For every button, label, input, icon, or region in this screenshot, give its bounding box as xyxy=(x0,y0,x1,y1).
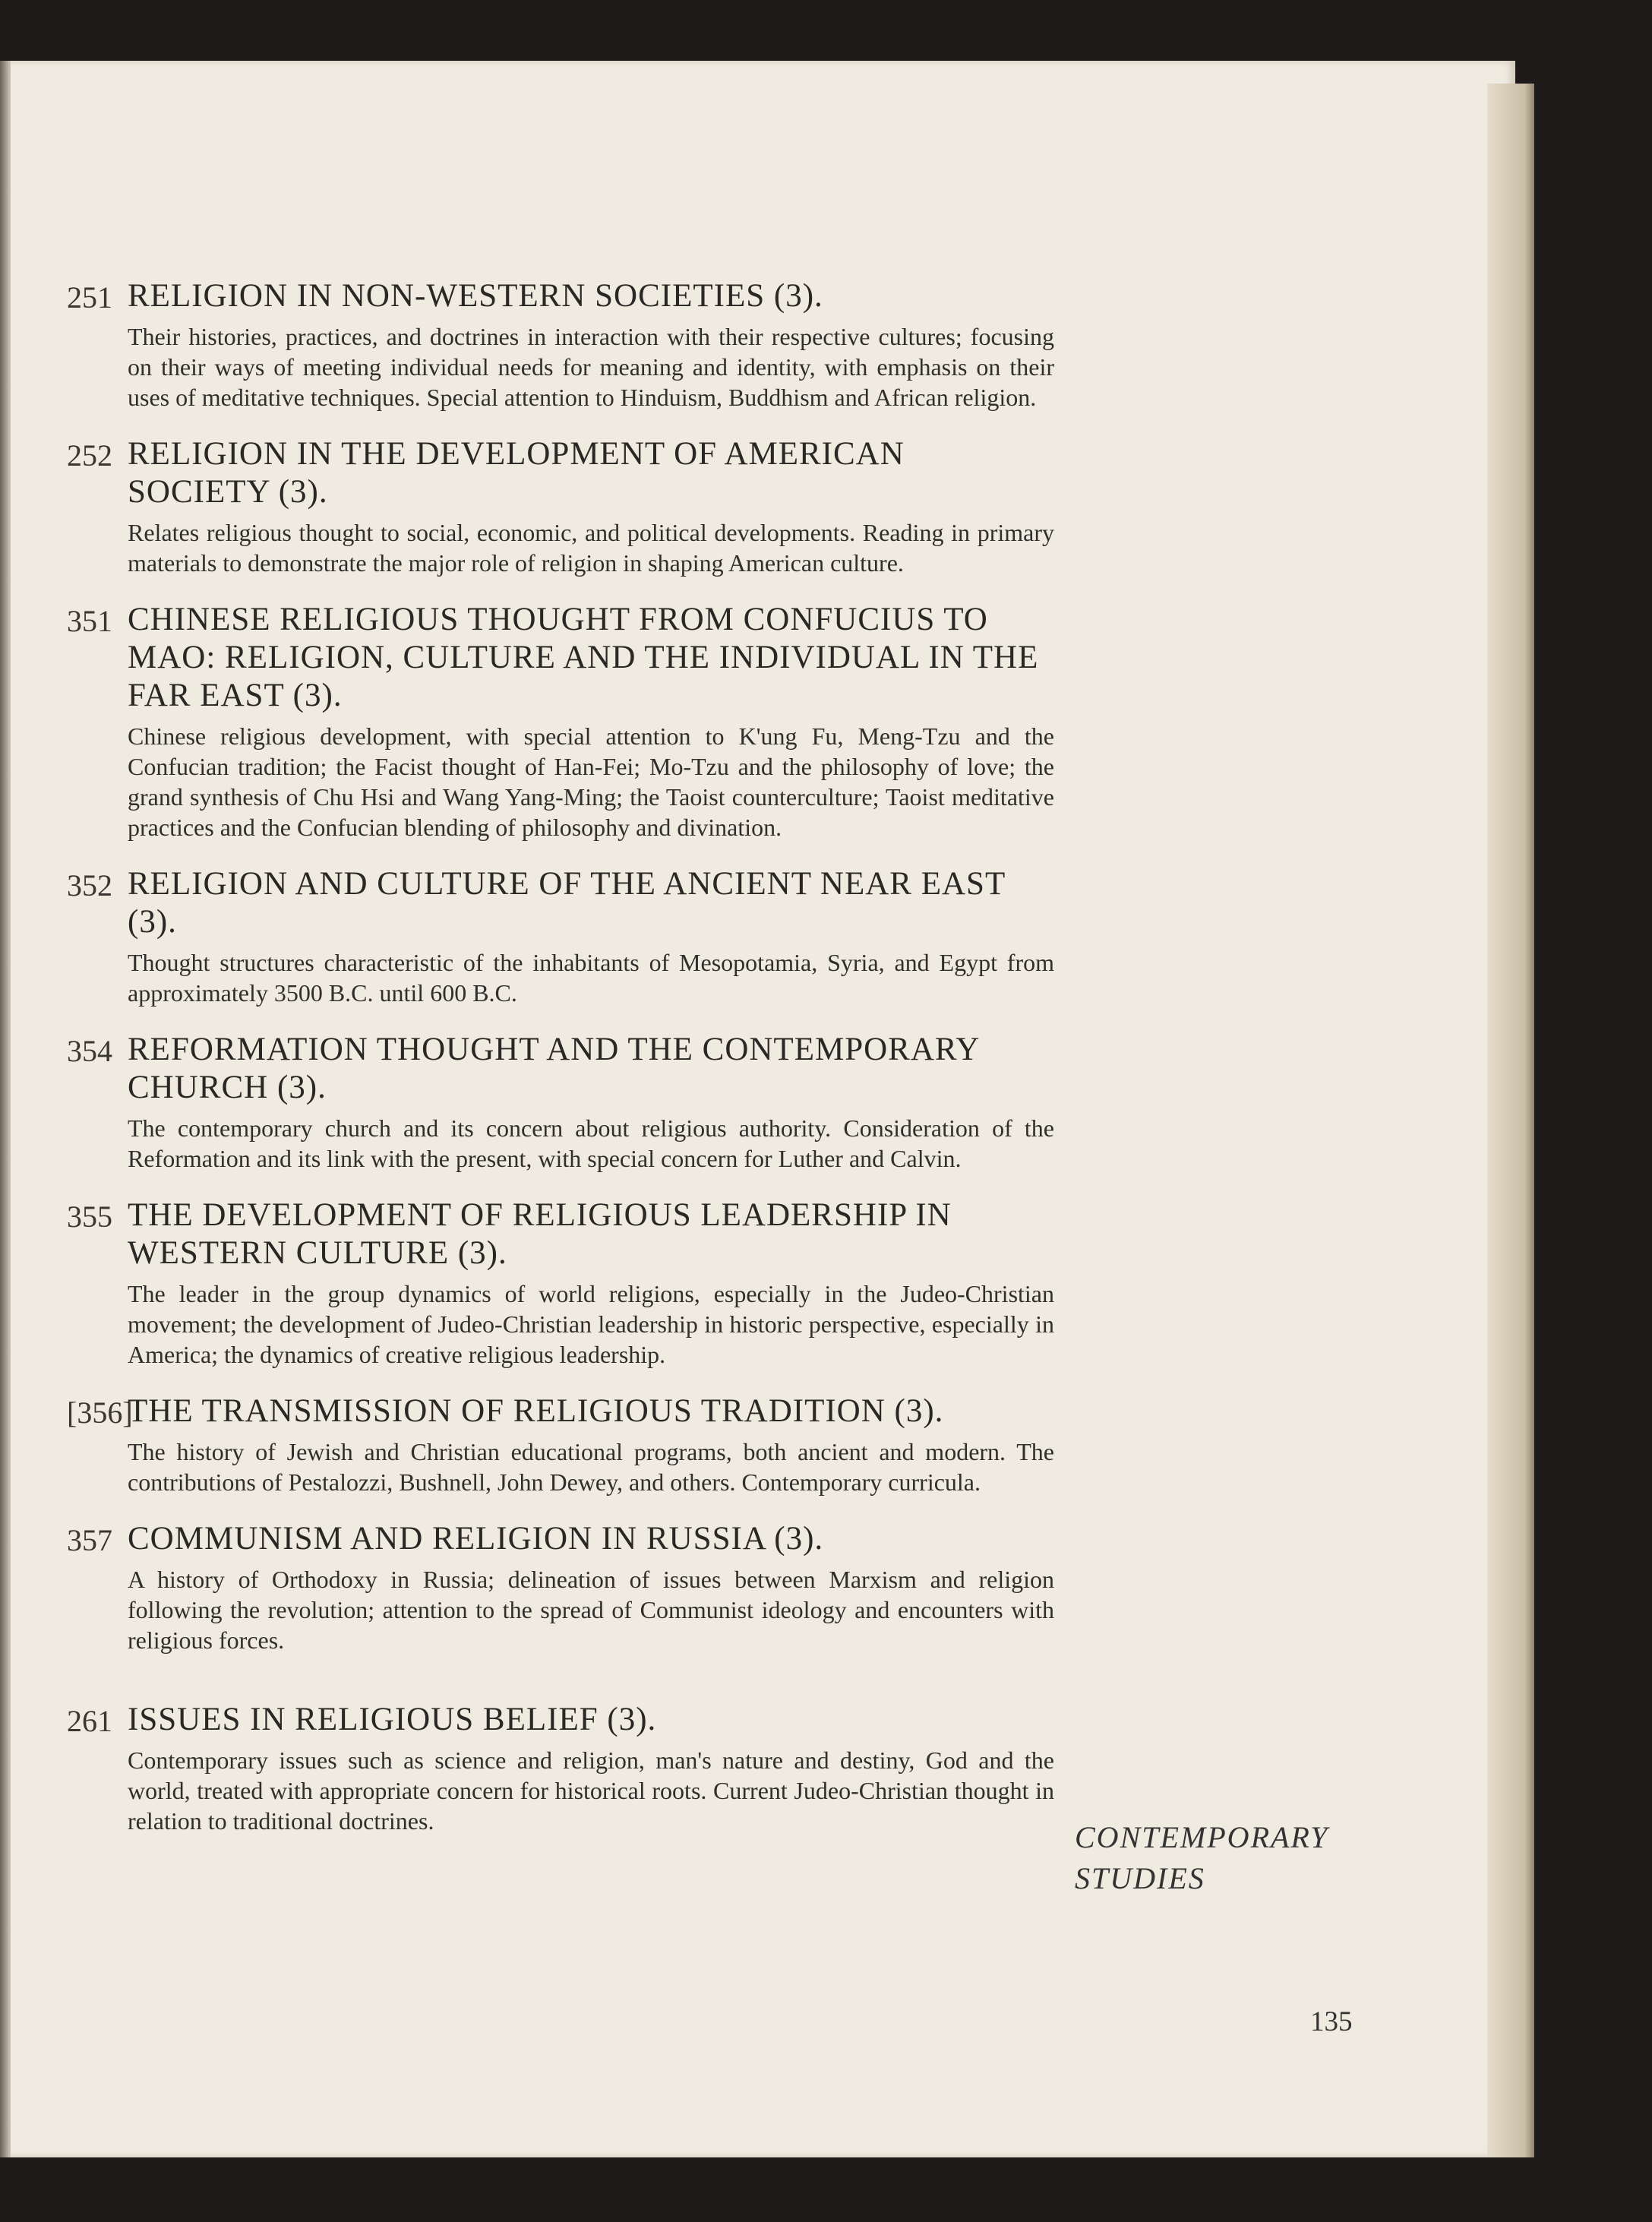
course-entry xyxy=(67,1392,1054,1497)
section-heading xyxy=(1075,1817,1348,1899)
course-description: The leader in the group dynamics of world religions, especially in the Judeo-Christian movement; the development of Judeo-Christian leadership in historic perspective, especially in America; the dynamics of creative religious leadership. xyxy=(128,1280,1054,1368)
course-entry xyxy=(67,1520,1054,1655)
course-entry xyxy=(67,277,1054,412)
course-number: 357 xyxy=(67,1523,112,1557)
course-number: 351 xyxy=(67,604,112,638)
section-heading-line: STUDIES xyxy=(1075,1861,1205,1895)
course-number: 261 xyxy=(67,1704,112,1738)
course-title: COMMUNISM AND RELIGION IN RUSSIA (3). xyxy=(128,1521,824,1557)
course-entry xyxy=(67,435,1054,578)
course-number: 251 xyxy=(67,280,112,314)
course-description: Contemporary issues such as science and religion, man's nature and destiny, God and the world, treated with appropriate concern for historical roots. Current Judeo-Christian thought in relation to traditional doctrines. xyxy=(128,1746,1054,1835)
course-title: CHINESE RELIGIOUS THOUGHT FROM CONFUCIUS TO MAO: RELIGION, CULTURE AND THE INDIVIDUAL IN THE FAR EAST (3). xyxy=(128,602,1039,713)
course-title: RELIGION AND CULTURE OF THE ANCIENT NEAR EAST (3). xyxy=(128,866,1006,940)
course-title: THE TRANSMISSION OF RELIGIOUS TRADITION (3). xyxy=(128,1393,944,1429)
course-number: 355 xyxy=(67,1200,112,1234)
course-description: Thought structures characteristic of the inhabitants of Mesopotamia, Syria, and Egypt from approximately 3500 B.C. until 600 B.C. xyxy=(128,949,1054,1007)
course-description: Chinese religious development, with special attention to K'ung Fu, Meng-Tzu and the Confucian tradition; the Facist thought of Han-Fei; Mo-Tzu and the philosophy of love; the grand synthesis of Chu Hsi and Wang Yang-Ming; the Taoist counterculture; Taoist meditative practices and the Confucian blending of philosophy and divination. xyxy=(128,722,1054,841)
course-title: ISSUES IN RELIGIOUS BELIEF (3). xyxy=(128,1702,657,1737)
section-gap xyxy=(67,1678,1054,1701)
section-heading-line: CONTEMPORARY xyxy=(1075,1820,1329,1854)
course-description: Relates religious thought to social, economic, and political developments. Reading in primary materials to demonstrate the major role of religion in shaping American culture. xyxy=(128,519,1054,577)
course-number: 252 xyxy=(67,438,112,473)
page-gutter xyxy=(0,61,11,2157)
course-title: REFORMATION THOUGHT AND THE CONTEMPORARY CHURCH (3). xyxy=(128,1032,979,1105)
page-number: 135 xyxy=(1310,2006,1353,2037)
course-description: A history of Orthodoxy in Russia; delineation of issues between Marxism and religion following the revolution; attention to the spread of Communist ideology and encounters with religious forces. xyxy=(128,1566,1054,1654)
course-number: 354 xyxy=(67,1034,112,1068)
course-title: RELIGION IN NON-WESTERN SOCIETIES (3). xyxy=(128,278,823,314)
course-description: The history of Jewish and Christian educational programs, both ancient and modern. The contributions of Pestalozzi, Bushnell, John Dewey, and others. Contemporary curricula. xyxy=(128,1438,1054,1496)
course-list xyxy=(67,277,1054,1859)
course-entry xyxy=(67,1031,1054,1174)
course-title: RELIGION IN THE DEVELOPMENT OF AMERICAN SOCIETY (3). xyxy=(128,436,905,510)
course-entry xyxy=(67,601,1054,842)
page-edge xyxy=(1487,84,1534,2157)
course-entry xyxy=(67,865,1054,1008)
course-description: Their histories, practices, and doctrines in interaction with their respective cultures; focusing on their ways of meeting individual needs for meaning and identity, with emphasis on their uses of meditative techniques. Special attention to Hinduism, Buddhism and African religion. xyxy=(128,323,1054,411)
course-entry xyxy=(67,1701,1054,1836)
course-entry xyxy=(67,1196,1054,1370)
course-title: THE DEVELOPMENT OF RELIGIOUS LEADERSHIP IN WESTERN CULTURE (3). xyxy=(128,1197,952,1271)
course-number: [356] xyxy=(67,1395,133,1430)
course-description: The contemporary church and its concern about religious authority. Consideration of the Reformation and its link with the present, with special concern for Luther and Calvin. xyxy=(128,1114,1054,1172)
course-number: 352 xyxy=(67,868,112,902)
